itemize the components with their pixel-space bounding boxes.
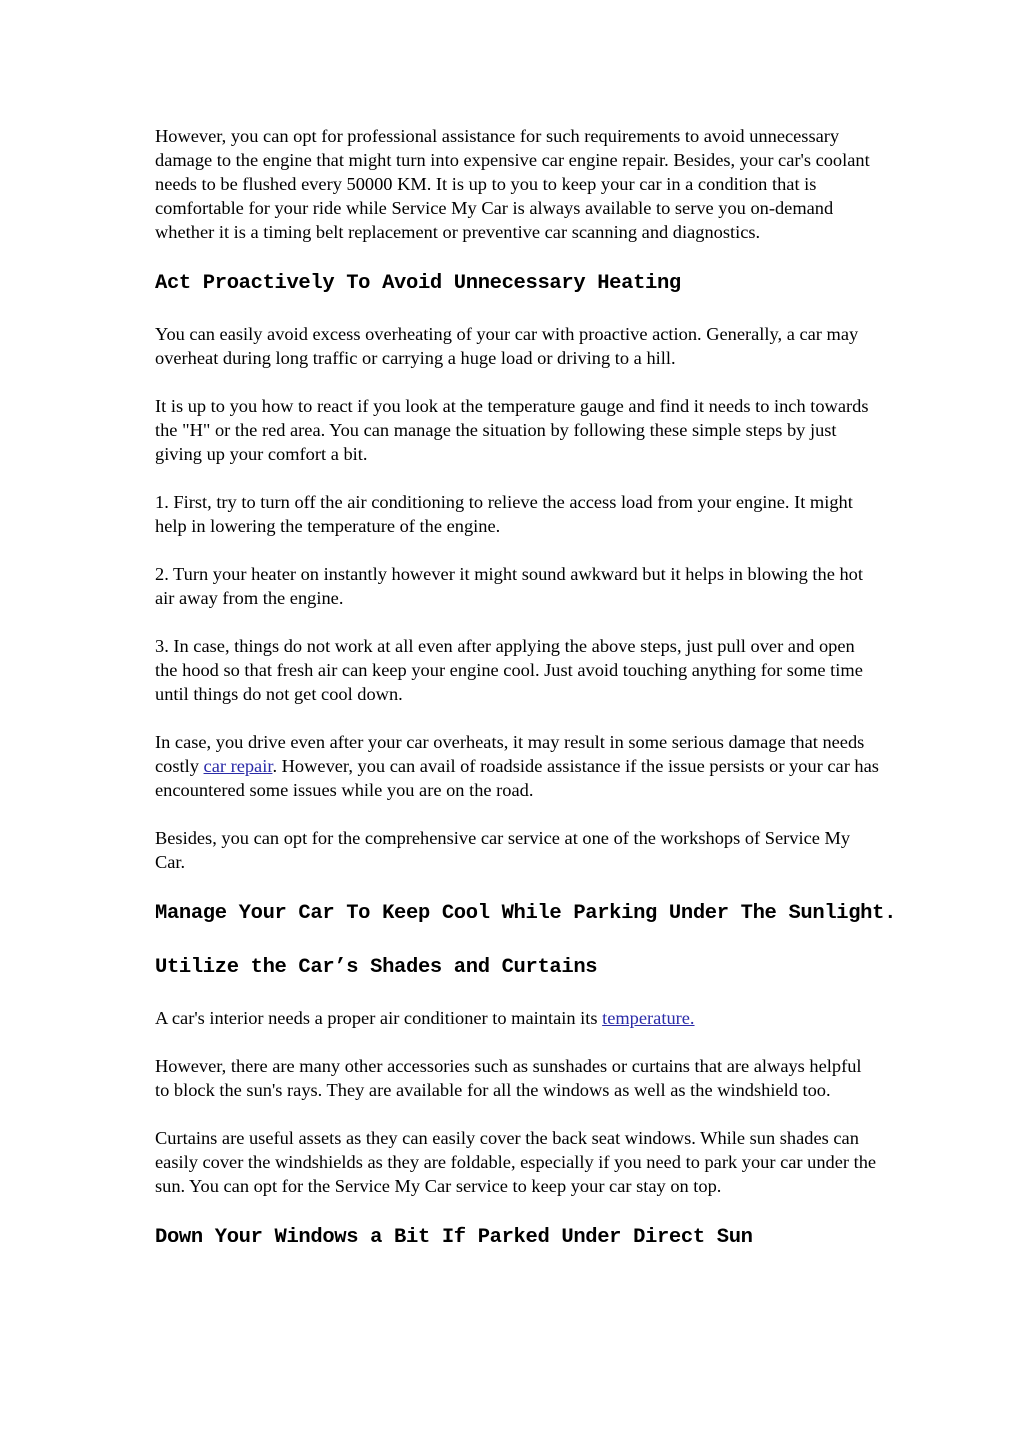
paragraph-comprehensive-service: Besides, you can opt for the comprehensive car service at one of the workshops of Service My Car.: [155, 828, 851, 872]
paragraph-temperature-gauge: It is up to you how to react if you look at the temperature gauge and find it needs to inch towards the "H" or the red area. You can manage the situation by following these simple steps by just giving up your comfort a bit.: [155, 396, 869, 464]
paragraph-accessories: However, there are many other accessories such as sunshades or curtains that are always helpful to block the sun's rays. They are available for all the windows as well as the windshield too.: [155, 1056, 862, 1100]
paragraph-coolant: However, you can opt for professional assistance for such requirements to avoid unnecessary damage to the engine that might turn into expensive car engine repair. Besides, your car's coolant needs to be flushed every 50000 KM. It is up to you to keep your car in a condition that is comfortable for your ride while Service My Car is always available to serve you on-demand whether it is a timing belt replacement or preventive car scanning and diagnostics.: [155, 126, 870, 242]
paragraph-costly-repair-text-after: . However, you can avail of roadside assistance if the issue persists or your car has encountered some issues while you are on the road.: [155, 756, 879, 800]
paragraph-costly-repair-text-before: In case, you drive even after your car overheats, it may result in some serious damage that needs costly: [155, 732, 865, 776]
paragraph-interior-ac: [155, 1006, 880, 1030]
heading-act-proactively: Act Proactively To Avoid Unnecessary Heating: [155, 272, 681, 295]
paragraph-curtains: Curtains are useful assets as they can easily cover the back seat windows. While sun shades can easily cover the windshields as they are foldable, especially if you need to park your car under the sun. You can opt for the Service My Car service to keep your car stay on top.: [155, 1128, 877, 1196]
heading-shades-curtains: Utilize the Car’s Shades and Curtains: [155, 956, 598, 979]
heading-down-windows: Down Your Windows a Bit If Parked Under Direct Sun: [155, 1226, 753, 1249]
paragraph-step-3: 3. In case, things do not work at all even after applying the above steps, just pull over and open the hood so that fresh air can keep your engine cool. Just avoid touching anything for some time until things do not get cool down.: [155, 636, 863, 704]
paragraph-costly-repair: [155, 730, 880, 802]
temperature-link[interactable]: temperature.: [602, 1008, 695, 1028]
paragraph-step-2: 2. Turn your heater on instantly however it might sound awkward but it helps in blowing the hot air away from the engine.: [155, 564, 863, 608]
paragraph-step-1: 1. First, try to turn off the air conditioning to relieve the access load from your engine. It might help in lowering the temperature of the engine.: [155, 492, 853, 536]
paragraph-avoid-overheating: You can easily avoid excess overheating of your car with proactive action. Generally, a car may overheat during long traffic or carrying a huge load or driving to a hill.: [155, 324, 859, 368]
paragraph-interior-ac-text: A car's interior needs a proper air conditioner to maintain its: [155, 1008, 603, 1028]
heading-manage-car-cool: Manage Your Car To Keep Cool While Parking Under The Sunlight.: [155, 902, 897, 925]
document-page: [155, 124, 897, 1250]
car-repair-link[interactable]: car repair: [203, 756, 273, 776]
